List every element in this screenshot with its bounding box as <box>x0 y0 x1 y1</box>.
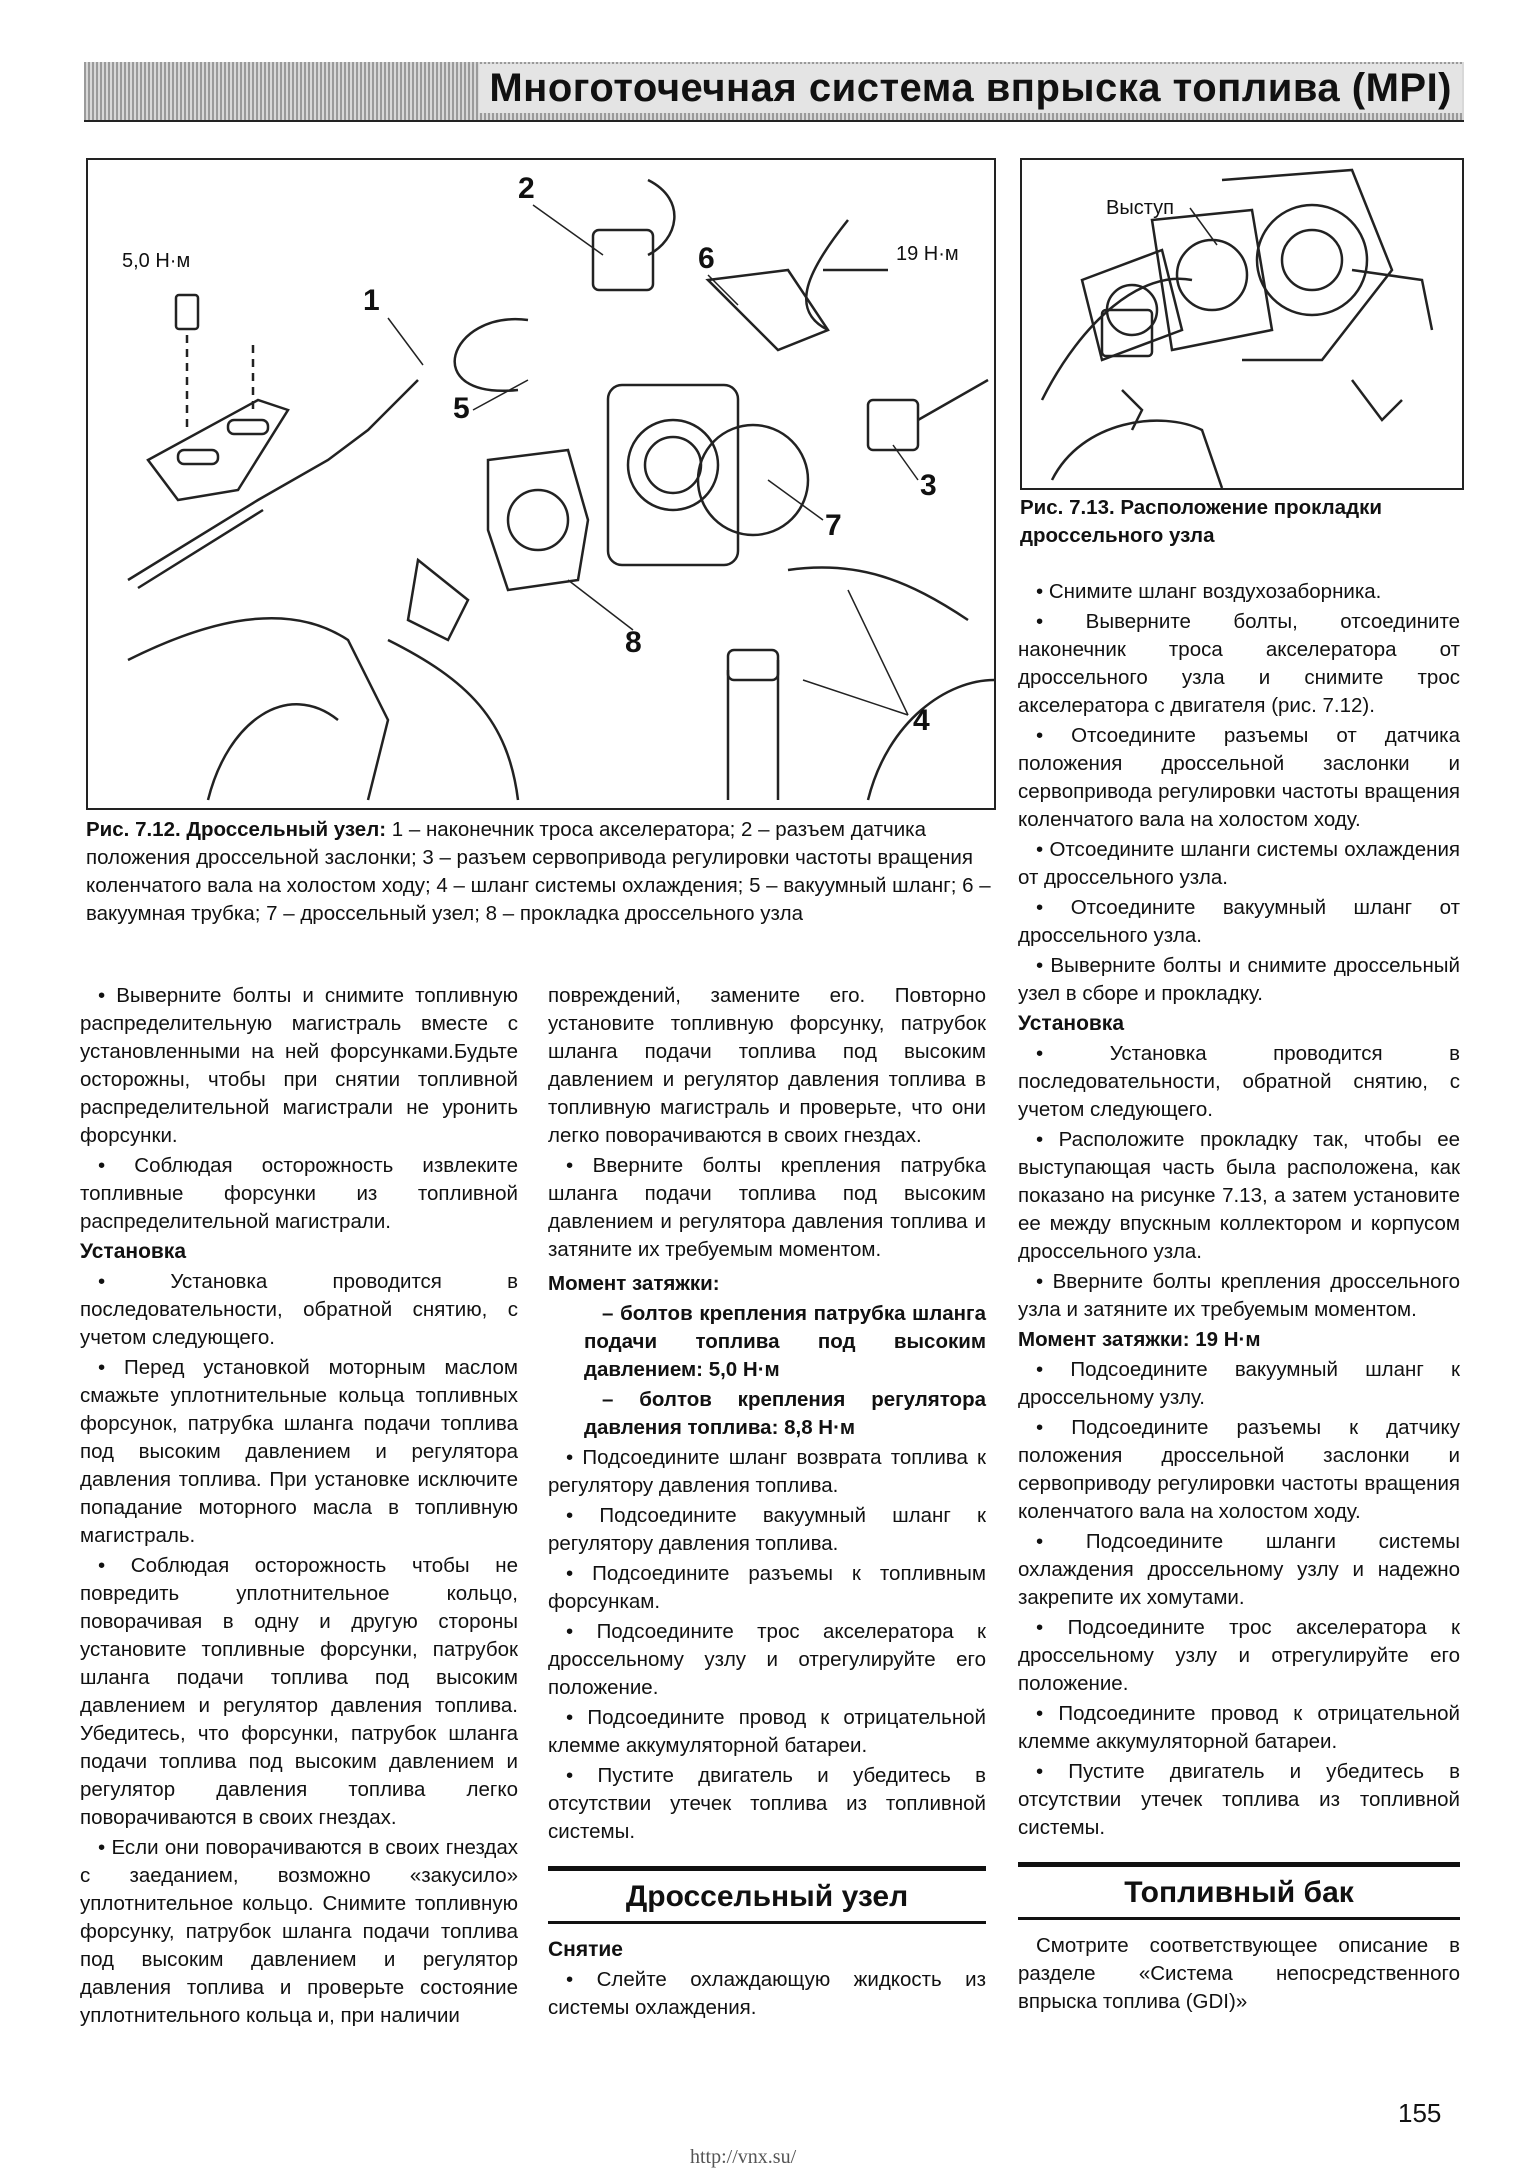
col3-paragraph: • Выверните болты и снимите дроссельный узел в сборе и прокладку. <box>1018 952 1460 1008</box>
col2-paragraph: • Подсоедините шланг возврата топлива к регулятору давления топлива. <box>548 1444 986 1500</box>
col3-paragraph: Смотрите соответствующее описание в разделе «Система непосредственного впрыска топлива (GDI)» <box>1018 1934 1460 2013</box>
col3-install-heading: Установка <box>1018 1012 1124 1035</box>
throttle-body-diagram <box>88 160 994 808</box>
figure-7-12-caption <box>86 816 992 928</box>
figure-7-13 <box>1020 158 1464 490</box>
col3-paragraph: • Подсоедините шланги системы охлаждения дроссельному узлу и надежно закрепите их хомутами. <box>1018 1528 1460 1612</box>
col2-paragraph: повреждений, замените его. Повторно установите топливную форсунку, патрубок шланга подачи топлива под высоким давлением и регулятор давления топлива в топливную магистраль и проверьте, что они легко поворачиваются в своих гнездах. <box>548 984 986 1147</box>
col3-paragraph: • Отсоедините разъемы от датчика положения дроссельной заслонки и сервопривода регулировки частоты вращения коленчатого вала на холостом ходу. <box>1018 722 1460 834</box>
column-3 <box>1018 578 1460 2018</box>
callout-1: 1 <box>363 284 380 317</box>
col3-paragraph: • Установка проводится в последовательности, обратной снятию, с учетом следующего. <box>1018 1040 1460 1124</box>
torque-label-left: 5,0 Н·м <box>122 250 191 272</box>
col1-paragraph: • Соблюдая осторожность извлеките топливные форсунки из топливной распределительной магистрали. <box>80 1152 518 1236</box>
figure-7-12-caption-title: Рис. 7.12. Дроссельный узел: <box>86 818 387 841</box>
col3-paragraph: • Подсоедините разъемы к датчику положения дроссельной заслонки и сервоприводу регулировки частоты вращения коленчатого вала на холостом ходу. <box>1018 1414 1460 1526</box>
col2-paragraph: • Подсоедините разъемы к топливным форсункам. <box>548 1560 986 1616</box>
col3-paragraph: • Снимите шланг воздухозаборника. <box>1018 578 1460 606</box>
callout-7: 7 <box>825 509 842 542</box>
callout-3: 3 <box>920 469 937 502</box>
callout-6: 6 <box>698 242 715 275</box>
col3-torque: Момент затяжки: 19 Н·м <box>1018 1328 1261 1351</box>
col1-paragraph: • Установка проводится в последовательности, обратной снятию, с учетом следующего. <box>80 1268 518 1352</box>
col2-removal-heading: Снятие <box>548 1938 623 1961</box>
col1-install-heading: Установка <box>80 1240 186 1263</box>
col2-paragraph: • Слейте охлаждающую жидкость из системы охлаждения. <box>548 1966 986 2022</box>
col2-paragraph: • Подсоедините вакуумный шланг к регулятору давления топлива. <box>548 1502 986 1558</box>
column-1 <box>80 982 518 2032</box>
col2-paragraph: • Подсоедините трос акселератора к дроссельному узлу и отрегулируйте его положение. <box>548 1618 986 1702</box>
col2-paragraph: • Пустите двигатель и убедитесь в отсутствии утечек топлива из топливной системы. <box>548 1762 986 1846</box>
figure-7-13-caption: Рис. 7.13. Расположение прокладки дроссельного узла <box>1020 496 1382 547</box>
col1-paragraph: • Перед установкой моторным маслом смажьте уплотнительные кольца топливных форсунок, патрубка шланга подачи топлива под высоким давлением и регулятора давления топлива. При установке исключите попадание моторного масла в топливную магистраль. <box>80 1354 518 1550</box>
callout-8: 8 <box>625 626 642 659</box>
col1-paragraph: • Выверните болты и снимите топливную распределительную магистраль вместе с установленными на ней форсунками.Будьте осторожны, чтобы при снятии топливной распределительной магистрали не уронить форсунки. <box>80 982 518 1150</box>
callout-4: 4 <box>913 704 930 737</box>
col2-torque-heading: Момент затяжки: <box>548 1272 720 1295</box>
col3-paragraph: • Отсоедините вакуумный шланг от дроссельного узла. <box>1018 894 1460 950</box>
page-number: 155 <box>1398 2098 1442 2128</box>
col3-paragraph: • Подсоедините вакуумный шланг к дроссельному узлу. <box>1018 1356 1460 1412</box>
col2-paragraph: • Подсоедините провод к отрицательной клемме аккумуляторной батареи. <box>548 1704 986 1760</box>
torque-label-right: 19 Н·м <box>896 243 959 265</box>
section-title-fuel-tank: Топливный бак <box>1018 1862 1460 1920</box>
col3-paragraph: • Подсоедините провод к отрицательной клемме аккумуляторной батареи. <box>1018 1700 1460 1756</box>
col2-torque-item: – болтов крепления патрубка шланга подачи топлива под высоким давлением: 5,0 Н·м <box>584 1302 986 1381</box>
col3-paragraph: • Подсоедините трос акселератора к дроссельному узлу и отрегулируйте его положение. <box>1018 1614 1460 1698</box>
page-title: Многоточечная система впрыска топлива (MPI) <box>479 64 1462 113</box>
footer-url: http://vnx.su/ <box>690 2146 797 2168</box>
callout-2: 2 <box>518 172 535 205</box>
gasket-position-diagram <box>1022 160 1462 488</box>
section-title-throttle-body: Дроссельный узел <box>548 1866 986 1924</box>
col3-paragraph: • Выверните болты, отсоедините наконечник троса акселератора от дроссельного узла и снимите трос акселератора с двигателя (рис. 7.12). <box>1018 608 1460 720</box>
callout-5: 5 <box>453 392 470 425</box>
col3-paragraph: • Вверните болты крепления дроссельного узла и затяните их требуемым моментом. <box>1018 1268 1460 1324</box>
figure-7-12-caption-text: 1 – наконечник троса акселератора; 2 – разъем датчика положения дроссельной заслонки; 3 – разъем сервопривода регулировки частоты вращения коленчатого вала на холостом ходу; 4 – шланг системы охлаждения; 5 – вакуумный шланг; 6 – вакуумная трубка; 7 – дроссельный узел; 8 – прокладка дроссельного узла <box>86 818 991 925</box>
protrusion-label: Выступ <box>1106 197 1174 219</box>
col3-paragraph: • Расположите прокладку так, чтобы ее выступающая часть была расположена, как показано на рисунке 7.13, а затем установите ее между впускным коллектором и корпусом дроссельного узла. <box>1018 1126 1460 1266</box>
col3-paragraph: • Пустите двигатель и убедитесь в отсутствии утечек топлива из топливной системы. <box>1018 1758 1460 1842</box>
figure-7-12 <box>86 158 996 810</box>
col1-paragraph: • Если они поворачиваются в своих гнездах с заеданием, возможно «закусило» уплотнительное кольцо. Снимите топливную форсунку, патрубок шланга подачи топлива под высоким давлением и регулятор давления топлива и проверьте состояние уплотнительного кольца и, при наличии <box>80 1834 518 2030</box>
col2-torque-item: – болтов крепления регулятора давления топлива: 8,8 Н·м <box>584 1388 986 1439</box>
col2-paragraph: • Вверните болты крепления патрубка шланга подачи топлива под высоким давлением и регулятора давления топлива и затяните их требуемым моментом. <box>548 1152 986 1264</box>
col3-paragraph: • Отсоедините шланги системы охлаждения от дроссельного узла. <box>1018 836 1460 892</box>
col1-paragraph: • Соблюдая осторожность чтобы не повредить уплотнительное кольцо, поворачивая в одну и другую стороны установите топливные форсунки, патрубок шланга подачи топлива под высоким давлением и регулятор давления топлива. Убедитесь, что форсунки, патрубок шланга подачи топлива под высоким давлением и регулятор давления топлива легко поворачиваются в своих гнездах. <box>80 1552 518 1832</box>
column-2 <box>548 982 986 2024</box>
